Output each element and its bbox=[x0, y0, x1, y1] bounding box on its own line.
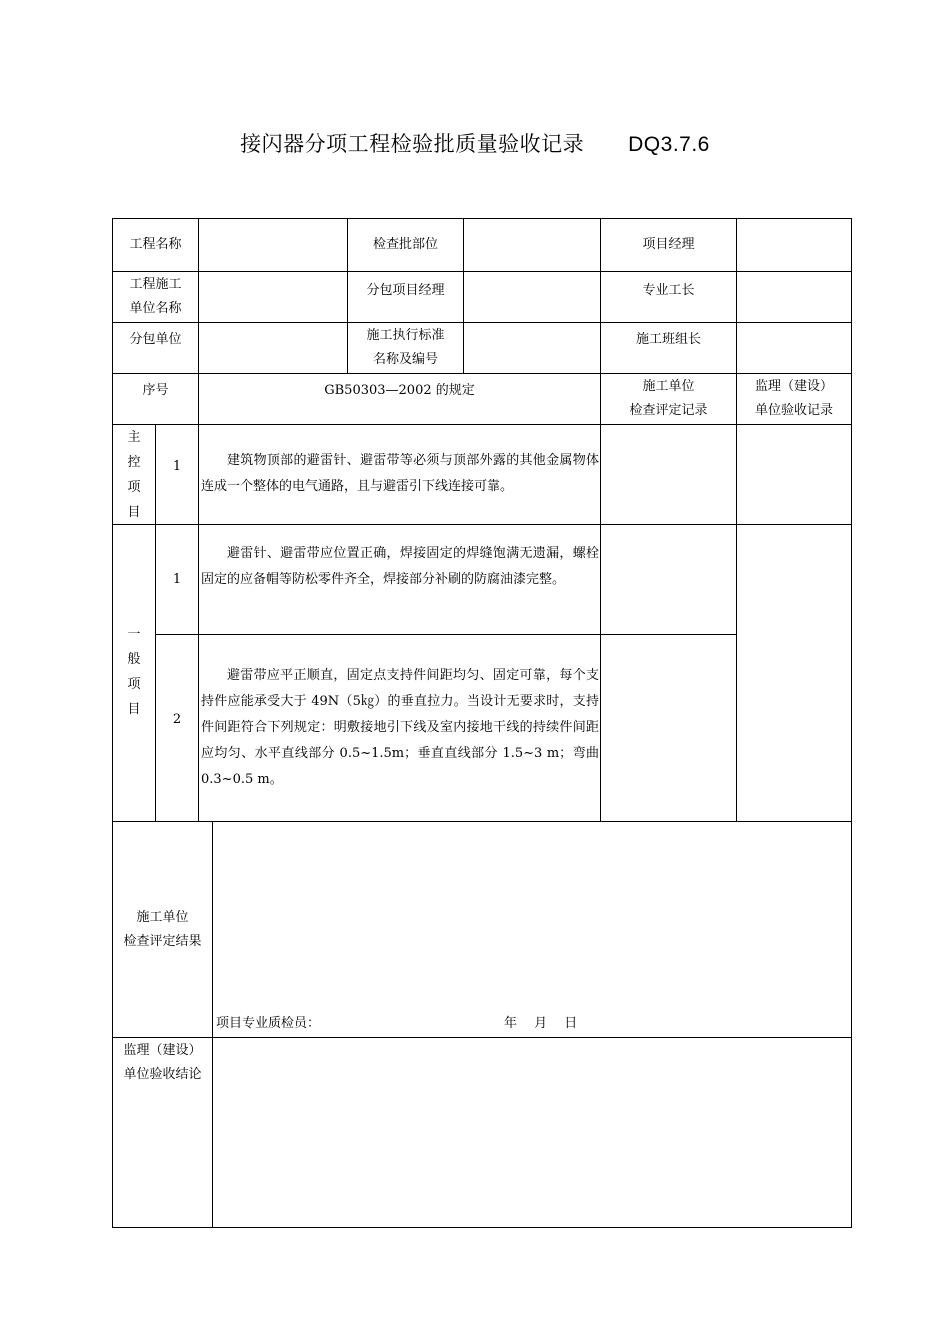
team-leader-text: 施工班组长 bbox=[635, 332, 701, 347]
inspection-part-label bbox=[348, 219, 463, 271]
border-bottom bbox=[112, 1227, 852, 1228]
inspection-part-text: 检查批部位 bbox=[372, 237, 438, 252]
contractor-label-line1: 工程施工 bbox=[129, 277, 182, 292]
project-name-label bbox=[113, 219, 198, 271]
contractor-label bbox=[113, 272, 198, 322]
general-label bbox=[124, 622, 144, 722]
team-leader-value[interactable] bbox=[737, 323, 851, 373]
result-date-text: 年 月 日 bbox=[504, 1016, 578, 1031]
contractor-label-line2: 单位名称 bbox=[129, 301, 182, 316]
seq-header bbox=[113, 374, 198, 408]
sub-pm-value[interactable] bbox=[464, 272, 600, 322]
standard-label-line1: 施工执行标准 bbox=[366, 328, 445, 343]
title-text: 接闪器分项工程检验批质量验收记录 bbox=[240, 132, 585, 156]
foreman-text: 专业工长 bbox=[642, 283, 695, 298]
result-date bbox=[504, 1012, 624, 1036]
main-control-char: 主 bbox=[127, 430, 141, 445]
general-item-1-text: 避雷针、避雷带应位置正确，焊接固定的焊缝饱满无遗漏，螺栓固定的应备帽等防松零件齐全，焊接部分补刷的防腐油漆完整。 bbox=[201, 546, 599, 587]
subcontractor-value[interactable] bbox=[199, 323, 347, 373]
result-label-line2: 检查评定结果 bbox=[123, 933, 202, 949]
sub-pm-text: 分包项目经理 bbox=[366, 283, 445, 298]
main-control-char: 项 bbox=[127, 480, 141, 495]
main-item-number-text: 1 bbox=[172, 459, 182, 474]
spec-header-text: GB50303—2002 的规定 bbox=[324, 383, 475, 398]
contractor-check-line2: 检查评定记录 bbox=[629, 403, 708, 418]
main-item-text: 建筑物顶部的避雷针、避雷带等必须与顶部外露的其他金属物体连成一个整体的电气通路，且与避雷引下线连接可靠。 bbox=[201, 453, 599, 494]
contractor-check-header bbox=[601, 374, 736, 424]
foreman-value[interactable] bbox=[737, 272, 851, 322]
border-right bbox=[851, 218, 852, 1228]
conclusion-content[interactable] bbox=[213, 1038, 851, 1227]
general-char: 目 bbox=[127, 702, 141, 717]
general-item-2-text: 避雷带应平正顺直，固定点支持件间距均匀、固定可靠，每个支持件应能承受大于 49N（5㎏）的垂直拉力。当设计无要求时，支持件间距符合下列规定：明敷接地引下线及室内接地干线的持续件间距应均匀、水平直线部分 0.5~1.5m；垂直直线部分 1.5~3 m；弯曲 0.3~0.5 m。 bbox=[201, 668, 599, 787]
supervisor-header bbox=[737, 374, 851, 424]
foreman-label bbox=[601, 272, 736, 310]
supervisor-header-line2: 单位验收记录 bbox=[754, 403, 833, 418]
page-title bbox=[0, 128, 950, 158]
project-name-value[interactable] bbox=[199, 219, 347, 271]
seq-header-text: 序号 bbox=[142, 383, 169, 398]
inspection-part-value[interactable] bbox=[464, 219, 600, 271]
general-supervisor-record[interactable] bbox=[737, 525, 851, 821]
standard-label-line2: 名称及编号 bbox=[372, 352, 438, 367]
general-item-2-number-text: 2 bbox=[172, 712, 182, 727]
spec-header bbox=[199, 374, 600, 408]
result-label-line1: 施工单位 bbox=[136, 909, 189, 925]
subcontractor-text: 分包单位 bbox=[129, 332, 182, 347]
subcontractor-label bbox=[113, 323, 198, 357]
general-char: 一 bbox=[127, 627, 141, 642]
conclusion-label-line2: 单位验收结论 bbox=[123, 1067, 202, 1082]
supervisor-header-line1: 监理（建设） bbox=[754, 379, 833, 394]
general-item-1-contractor-record[interactable] bbox=[601, 525, 736, 634]
project-manager-text: 项目经理 bbox=[642, 237, 695, 252]
standard-label bbox=[348, 323, 463, 373]
project-manager-value[interactable] bbox=[737, 219, 851, 271]
conclusion-label bbox=[113, 1038, 212, 1088]
general-item-1-number-text: 1 bbox=[172, 571, 182, 587]
contractor-check-line1: 施工单位 bbox=[642, 379, 695, 394]
general-char: 项 bbox=[127, 677, 141, 692]
main-control-char: 控 bbox=[127, 455, 141, 470]
project-manager-label bbox=[601, 219, 736, 271]
result-label bbox=[113, 822, 212, 1037]
main-control-label bbox=[124, 425, 144, 525]
standard-value[interactable] bbox=[464, 323, 600, 373]
main-item-number bbox=[156, 425, 198, 509]
general-item-1-number bbox=[156, 525, 198, 634]
general-char: 般 bbox=[127, 652, 141, 667]
general-item-2-contractor-record[interactable] bbox=[601, 635, 736, 821]
main-control-char: 目 bbox=[127, 505, 141, 520]
project-name-text: 工程名称 bbox=[129, 237, 182, 252]
general-item-2-number bbox=[156, 635, 198, 805]
sub-pm-label bbox=[348, 272, 463, 310]
result-content[interactable] bbox=[213, 822, 851, 1012]
team-leader-label bbox=[601, 323, 736, 357]
conclusion-label-line1: 监理（建设） bbox=[123, 1043, 202, 1058]
inspector-label: 项目专业质检员： bbox=[216, 1016, 321, 1031]
main-item-contractor-record[interactable] bbox=[601, 425, 736, 524]
contractor-value[interactable] bbox=[199, 272, 347, 322]
document-code: DQ3.7.6 bbox=[628, 133, 710, 156]
main-item-supervisor-record[interactable] bbox=[737, 425, 851, 524]
